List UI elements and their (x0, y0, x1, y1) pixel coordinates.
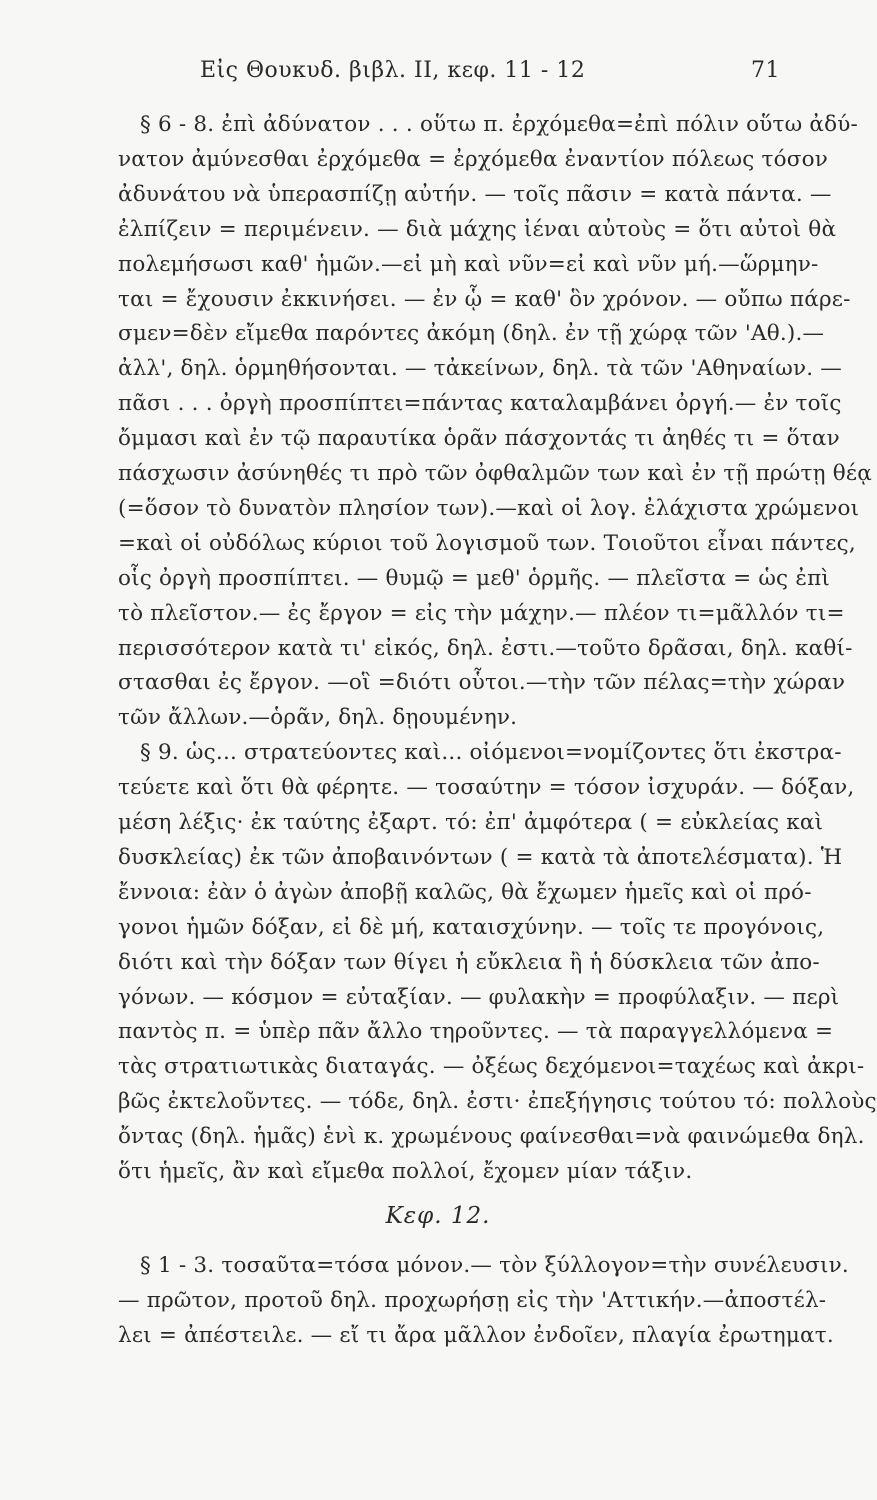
text-line: (=ὅσον τὸ δυνατὸν πλησίον των).—καὶ οἱ λογ. ἐλάχιστα χρώμενοι (118, 495, 860, 521)
text-line: ἔννοια: ἐὰν ὁ ἀγὼν ἀποβῇ καλῶς, θὰ ἔχωμεν ἡμεῖς καὶ οἱ πρό- (118, 879, 812, 905)
text-line: διότι καὶ τὴν δόξαν των θίγει ἡ εὔκλεια ἢ ἡ δύσκλεια τῶν ἀπο- (118, 949, 820, 975)
chapter-heading: Κεφ. 12. (385, 1203, 491, 1229)
text-line: μέση λέξις· ἐκ ταύτης ἐξαρτ. τό: ἐπ' ἀμφότερα ( = εὐκλείας καὶ (118, 810, 824, 835)
text-line: τῶν ἄλλων.—ὁρᾶν, δηλ. δῃουμένην. (118, 705, 518, 731)
text-line: =καὶ οἱ οὐδόλως κύριοι τοῦ λογισμοῦ των. Τοιοῦτοι εἶναι πάντες, (118, 530, 856, 556)
text-line: ἀδυνάτου νὰ ὑπερασπίζῃ αὐτήν. — τοῖς πᾶσιν = κατὰ πάντα. — (118, 181, 832, 207)
text-line: § 6 - 8. ἐπὶ ἀδύνατον . . . οὕτω π. ἐρχόμεθα=ἐπὶ πόλιν οὕτω ἀδύ- (140, 112, 858, 137)
running-title: Εἰς Θουκυδ. βιβλ. ΙΙ, κεφ. 11 - 12 (200, 58, 586, 83)
text-line: ὅτι ἡμεῖς, ἂν καὶ εἴμεθα πολλοί, ἔχομεν μίαν τάξιν. (118, 1159, 693, 1184)
text-line: ἀλλ', δηλ. ὁρμηθήσονται. — τἀκείνων, δηλ. τὰ τῶν 'Αθηναίων. — (118, 356, 842, 382)
text-line: οἷς ὀργὴ προσπίπτει. — θυμῷ = μεθ' ὁρμῆς. — πλεῖστα = ὡς ἐπὶ (118, 565, 831, 591)
text-line: στασθαι ἐς ἔργον. —οἳ =διότι οὗτοι.—τὴν τῶν πέλας=τὴν χώραν (118, 670, 846, 696)
text-line: § 1 - 3. τοσαῦτα=τόσα μόνον.— τὸν ξύλλογον=τὴν συνέλευσιν. (140, 1253, 849, 1278)
text-line: νατον ἀμύνεσθαι ἐρχόμεθα = ἐρχόμεθα ἐναντίον πόλεως τόσον (118, 146, 829, 172)
text-line: πολεμήσωσι καθ' ἡμῶν.—εἰ μὴ καὶ νῦν=εἰ καὶ νῦν μή.—ὥρμην- (118, 251, 819, 277)
text-line: § 9. ὡς... στρατεύοντες καὶ... οἰόμενοι=νομίζοντες ὅτι ἐκστρα- (140, 740, 842, 766)
text-line: δυσκλείας) ἐκ τῶν ἀποβαινόντων ( = κατὰ τὰ ἀποτελέσματα). Ἡ (118, 844, 843, 870)
text-line: ἐλπίζειν = περιμένειν. — διὰ μάχης ἰέναι αὐτοὺς = ὅτι αὐτοὶ θὰ (118, 216, 837, 242)
text-line: ται = ἔχουσιν ἐκκινήσει. — ἐν ᾧ = καθ' ὃν χρόνον. — οὔπω πάρε- (118, 286, 851, 312)
text-line: τεύετε καὶ ὅτι θὰ φέρητε. — τοσαύτην = τόσον ἰσχυράν. — δόξαν, (118, 775, 855, 801)
text-line: τὰς στρατιωτικὰς διαταγάς. — ὀξέως δεχόμενοι=ταχέως καὶ ἀκρι- (118, 1054, 865, 1080)
text-line: σμεν=δὲν εἴμεθα παρόντες ἀκόμη (δηλ. ἐν τῇ χώρᾳ τῶν 'Αθ.).— (118, 321, 825, 347)
text-line: πάσχωσιν ἀσύνηθές τι πρὸ τῶν ὀφθαλμῶν των καὶ ἐν τῇ πρώτῃ θέᾳ (118, 461, 872, 486)
text-line: τὸ πλεῖστον.— ἐς ἔργον = εἰς τὴν μάχην.— πλέον τι=μᾶλλόν τι= (118, 600, 845, 626)
text-line: — πρῶτον, προτοῦ δηλ. προχωρήσῃ εἰς τὴν 'Αττικήν.—ἀποστέλ- (118, 1287, 827, 1313)
text-line: πᾶσι . . . ὀργὴ προσπίπτει=πάντας καταλαμβάνει ὀργή.— ἐν τοῖς (118, 391, 842, 417)
text-line: ὄμμασι καὶ ἐν τῷ παραυτίκα ὁρᾶν πάσχοντάς τι ἀηθές τι = ὅταν (118, 426, 840, 452)
page-number: 71 (751, 58, 780, 83)
text-line: γονοι ἡμῶν δόξαν, εἰ δὲ μή, καταισχύνην. — τοῖς τε προγόνοις, (118, 914, 825, 940)
text-line: γόνων. — κόσμον = εὐταξίαν. — φυλακὴν = προφύλαξιν. — περὶ (118, 984, 840, 1010)
text-line: περισσότερον κατὰ τι' εἰκός, δηλ. ἐστι.—τοῦτο δρᾶσαι, δηλ. καθί- (118, 635, 853, 661)
text-line: βῶς ἐκτελοῦντες. — τόδε, δηλ. ἐστι· ἐπεξήγησις τούτου τό: πολλοὺς (118, 1089, 877, 1115)
text-line: παντὸς π. = ὑπὲρ πᾶν ἄλλο τηροῦντες. — τὰ παραγγελλόμενα = (118, 1019, 834, 1045)
text-line: ὄντας (δηλ. ἡμᾶς) ἑνὶ κ. χρωμένους φαίνεσθαι=νὰ φαινώμεθα δηλ. (118, 1124, 865, 1150)
text-line: λει = ἀπέστειλε. — εἴ τι ἄρα μᾶλλον ἐνδοῖεν, πλαγία ἐρωτηματ. (118, 1322, 834, 1348)
